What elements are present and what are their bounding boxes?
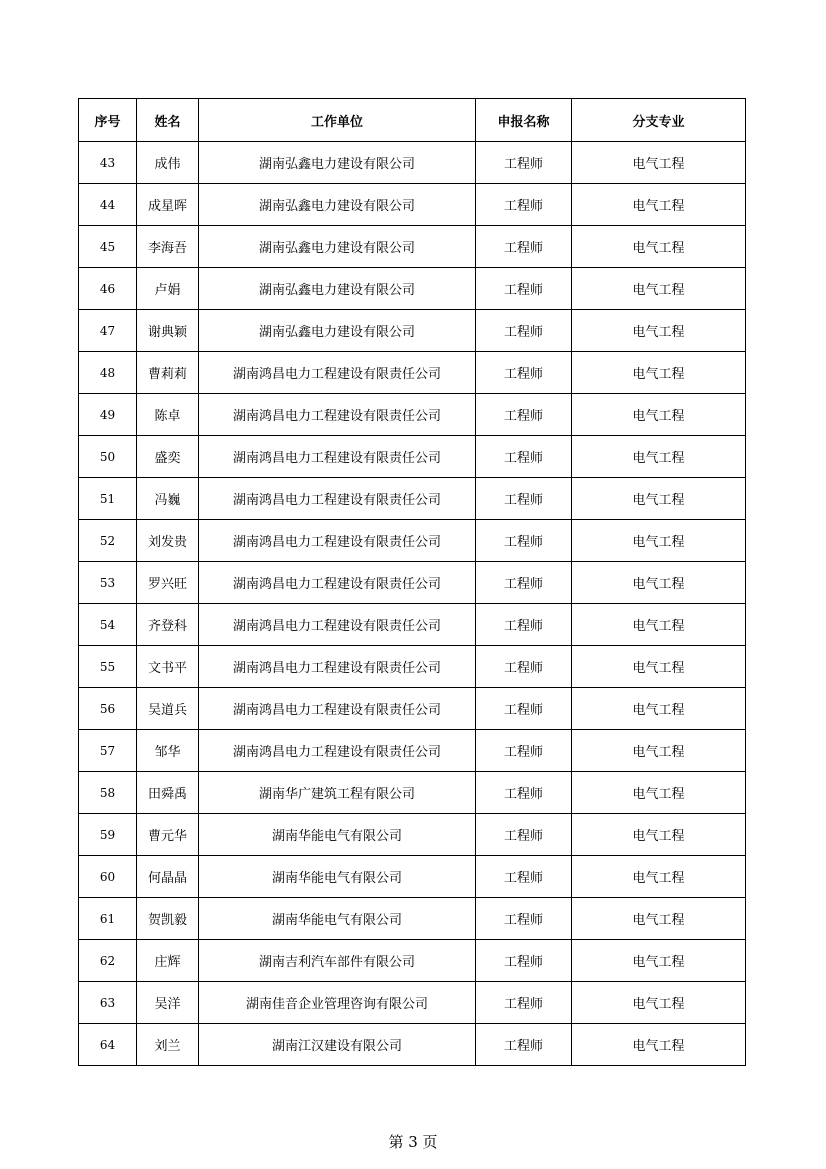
cell-employer: 湖南鸿昌电力工程建设有限责任公司: [199, 730, 476, 772]
cell-title: 工程师: [476, 394, 572, 436]
table-row: [79, 478, 746, 520]
cell-seq: 53: [79, 562, 137, 604]
cell-name: 冯巍: [137, 478, 199, 520]
cell-title: 工程师: [476, 688, 572, 730]
cell-employer: 湖南鸿昌电力工程建设有限责任公司: [199, 562, 476, 604]
table-row: [79, 856, 746, 898]
table-header-row: [79, 99, 746, 142]
cell-employer: 湖南弘鑫电力建设有限公司: [199, 310, 476, 352]
cell-specialty: 电气工程: [572, 772, 746, 814]
cell-title: 工程师: [476, 520, 572, 562]
cell-employer: 湖南鸿昌电力工程建设有限责任公司: [199, 394, 476, 436]
cell-specialty: 电气工程: [572, 226, 746, 268]
cell-name: 李海吾: [137, 226, 199, 268]
cell-name: 齐登科: [137, 604, 199, 646]
cell-name: 邹华: [137, 730, 199, 772]
table-row: [79, 268, 746, 310]
table-row: [79, 688, 746, 730]
cell-specialty: 电气工程: [572, 730, 746, 772]
table-row: [79, 646, 746, 688]
cell-title: 工程师: [476, 856, 572, 898]
cell-employer: 湖南吉利汽车部件有限公司: [199, 940, 476, 982]
cell-name: 罗兴旺: [137, 562, 199, 604]
cell-employer: 湖南弘鑫电力建设有限公司: [199, 226, 476, 268]
table-row: [79, 898, 746, 940]
cell-title: 工程师: [476, 268, 572, 310]
table-row: [79, 604, 746, 646]
cell-seq: 49: [79, 394, 137, 436]
cell-employer: 湖南华能电气有限公司: [199, 898, 476, 940]
cell-specialty: 电气工程: [572, 310, 746, 352]
cell-name: 田舜禹: [137, 772, 199, 814]
table-row: [79, 1024, 746, 1066]
cell-title: 工程师: [476, 772, 572, 814]
table-row: [79, 520, 746, 562]
cell-seq: 55: [79, 646, 137, 688]
header-title: 申报名称: [476, 99, 572, 142]
cell-seq: 44: [79, 184, 137, 226]
cell-employer: 湖南鸿昌电力工程建设有限责任公司: [199, 436, 476, 478]
cell-seq: 48: [79, 352, 137, 394]
cell-title: 工程师: [476, 982, 572, 1024]
cell-specialty: 电气工程: [572, 604, 746, 646]
table-row: [79, 394, 746, 436]
cell-employer: 湖南华能电气有限公司: [199, 814, 476, 856]
cell-name: 刘发贵: [137, 520, 199, 562]
header-specialty: 分支专业: [572, 99, 746, 142]
cell-seq: 61: [79, 898, 137, 940]
cell-employer: 湖南佳音企业管理咨询有限公司: [199, 982, 476, 1024]
cell-title: 工程师: [476, 940, 572, 982]
table-row: [79, 310, 746, 352]
cell-seq: 50: [79, 436, 137, 478]
cell-employer: 湖南鸿昌电力工程建设有限责任公司: [199, 688, 476, 730]
cell-seq: 62: [79, 940, 137, 982]
cell-title: 工程师: [476, 310, 572, 352]
table-row: [79, 142, 746, 184]
cell-specialty: 电气工程: [572, 352, 746, 394]
header-seq: 序号: [79, 99, 137, 142]
cell-seq: 45: [79, 226, 137, 268]
cell-specialty: 电气工程: [572, 268, 746, 310]
cell-specialty: 电气工程: [572, 688, 746, 730]
cell-employer: 湖南江汉建设有限公司: [199, 1024, 476, 1066]
table-row: [79, 772, 746, 814]
cell-specialty: 电气工程: [572, 142, 746, 184]
cell-specialty: 电气工程: [572, 814, 746, 856]
table-row: [79, 562, 746, 604]
cell-employer: 湖南弘鑫电力建设有限公司: [199, 268, 476, 310]
cell-title: 工程师: [476, 1024, 572, 1066]
cell-employer: 湖南弘鑫电力建设有限公司: [199, 142, 476, 184]
cell-name: 陈卓: [137, 394, 199, 436]
cell-name: 吴道兵: [137, 688, 199, 730]
cell-seq: 51: [79, 478, 137, 520]
table-body: [79, 142, 746, 1066]
cell-seq: 59: [79, 814, 137, 856]
header-name: 姓名: [137, 99, 199, 142]
cell-name: 成伟: [137, 142, 199, 184]
table-row: [79, 814, 746, 856]
cell-title: 工程师: [476, 646, 572, 688]
cell-employer: 湖南鸿昌电力工程建设有限责任公司: [199, 352, 476, 394]
cell-employer: 湖南鸿昌电力工程建设有限责任公司: [199, 646, 476, 688]
table-row: [79, 436, 746, 478]
cell-seq: 56: [79, 688, 137, 730]
cell-title: 工程师: [476, 352, 572, 394]
table-row: [79, 184, 746, 226]
cell-name: 盛奕: [137, 436, 199, 478]
cell-title: 工程师: [476, 226, 572, 268]
cell-seq: 43: [79, 142, 137, 184]
roster-table: [78, 98, 746, 1066]
cell-name: 刘兰: [137, 1024, 199, 1066]
cell-name: 庄辉: [137, 940, 199, 982]
cell-specialty: 电气工程: [572, 646, 746, 688]
cell-title: 工程师: [476, 562, 572, 604]
cell-specialty: 电气工程: [572, 478, 746, 520]
table-row: [79, 352, 746, 394]
cell-employer: 湖南华能电气有限公司: [199, 856, 476, 898]
cell-employer: 湖南弘鑫电力建设有限公司: [199, 184, 476, 226]
cell-seq: 54: [79, 604, 137, 646]
roster-table-container: [78, 98, 745, 1066]
cell-name: 曹元华: [137, 814, 199, 856]
table-row: [79, 226, 746, 268]
cell-specialty: 电气工程: [572, 1024, 746, 1066]
cell-title: 工程师: [476, 814, 572, 856]
cell-title: 工程师: [476, 730, 572, 772]
page-number: 第 3 页: [388, 1133, 438, 1151]
header-employer: 工作单位: [199, 99, 476, 142]
cell-title: 工程师: [476, 604, 572, 646]
cell-specialty: 电气工程: [572, 940, 746, 982]
cell-employer: 湖南鸿昌电力工程建设有限责任公司: [199, 478, 476, 520]
cell-seq: 46: [79, 268, 137, 310]
cell-specialty: 电气工程: [572, 562, 746, 604]
cell-seq: 63: [79, 982, 137, 1024]
cell-title: 工程师: [476, 436, 572, 478]
cell-seq: 58: [79, 772, 137, 814]
cell-specialty: 电气工程: [572, 394, 746, 436]
cell-name: 文书平: [137, 646, 199, 688]
cell-employer: 湖南鸿昌电力工程建设有限责任公司: [199, 604, 476, 646]
cell-employer: 湖南鸿昌电力工程建设有限责任公司: [199, 520, 476, 562]
cell-title: 工程师: [476, 478, 572, 520]
cell-title: 工程师: [476, 184, 572, 226]
cell-specialty: 电气工程: [572, 898, 746, 940]
cell-name: 成星晖: [137, 184, 199, 226]
cell-seq: 47: [79, 310, 137, 352]
cell-name: 曹莉莉: [137, 352, 199, 394]
table-row: [79, 982, 746, 1024]
cell-name: 卢娟: [137, 268, 199, 310]
cell-specialty: 电气工程: [572, 856, 746, 898]
cell-specialty: 电气工程: [572, 184, 746, 226]
cell-title: 工程师: [476, 142, 572, 184]
cell-seq: 57: [79, 730, 137, 772]
cell-specialty: 电气工程: [572, 520, 746, 562]
table-row: [79, 730, 746, 772]
cell-name: 吴洋: [137, 982, 199, 1024]
cell-employer: 湖南华广建筑工程有限公司: [199, 772, 476, 814]
table-row: [79, 940, 746, 982]
cell-specialty: 电气工程: [572, 436, 746, 478]
cell-title: 工程师: [476, 898, 572, 940]
cell-name: 何晶晶: [137, 856, 199, 898]
cell-seq: 60: [79, 856, 137, 898]
cell-name: 谢典颖: [137, 310, 199, 352]
cell-seq: 64: [79, 1024, 137, 1066]
cell-name: 贺凯毅: [137, 898, 199, 940]
cell-seq: 52: [79, 520, 137, 562]
cell-specialty: 电气工程: [572, 982, 746, 1024]
